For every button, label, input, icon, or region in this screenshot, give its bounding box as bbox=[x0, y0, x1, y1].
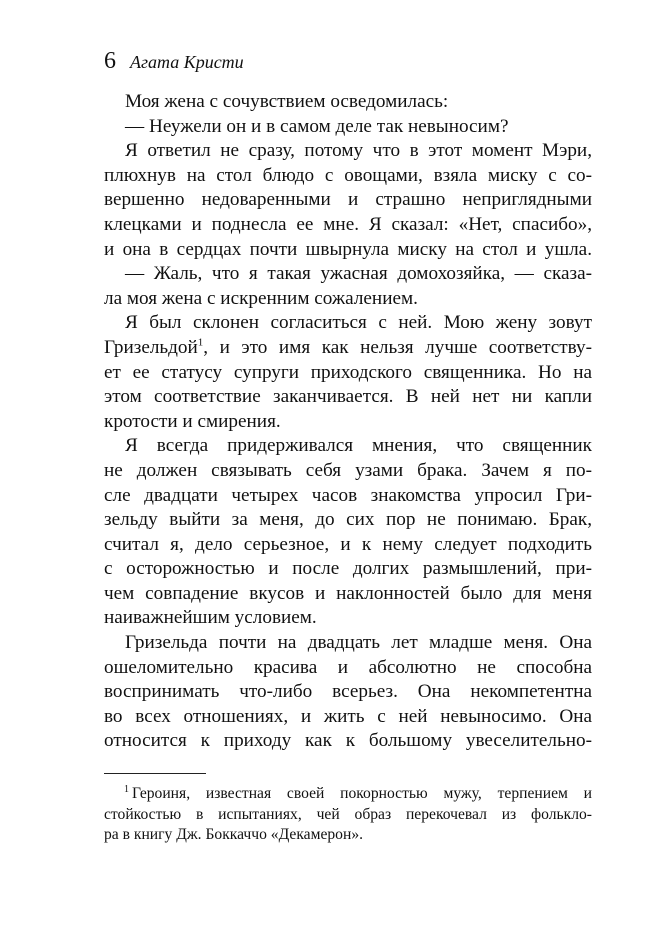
text-line: Я был склонен согласиться с ней. Мою жену зовут bbox=[125, 312, 592, 334]
text-line: не должен связывать себя узами брака. Зачем я по- bbox=[104, 459, 592, 481]
footnote-mark: 1 bbox=[124, 783, 129, 795]
text-line: Моя жена с сочувствием осведомилась: bbox=[125, 91, 449, 112]
text-line: Гризельда почти на двадцать лет младше меня. Она bbox=[125, 632, 592, 654]
text-line: Я всегда придерживался мнения, что священник bbox=[125, 435, 592, 457]
text-fragment: , и это имя как нельзя лучше соответству- bbox=[203, 336, 592, 358]
text-line: чем совпадение вкусов и наклонностей было для меня bbox=[104, 582, 592, 604]
footnote-line: ра в книгу Дж. Боккаччо «Декамерон». bbox=[104, 826, 364, 843]
text-line: наиважнейшим условием. bbox=[104, 607, 317, 629]
text-line: этом соответствие заканчивается. В ней нет ни капли bbox=[104, 386, 592, 408]
text-line: зельду выйти за меня, до сих пор не понимаю. Брак, bbox=[104, 509, 592, 531]
footnote-line bbox=[104, 784, 592, 805]
text-line: сле двадцати четырех часов знакомства упросил Гри- bbox=[104, 484, 592, 506]
text-line: — Неужели он и в самом деле так невыносим? bbox=[125, 115, 509, 137]
text-line: ошеломительно красива и абсолютно не способна bbox=[104, 656, 592, 678]
footnote-divider bbox=[104, 773, 206, 774]
page-number: 6 bbox=[104, 48, 116, 74]
running-head bbox=[104, 46, 244, 76]
text-fragment: Гризельдой bbox=[104, 336, 198, 358]
footnote bbox=[104, 784, 592, 846]
text-line: Я ответил не сразу, потому что в этот момент Мэри, bbox=[125, 140, 592, 162]
running-head-author: Агата Кристи bbox=[130, 52, 244, 72]
footnote-reference[interactable]: 1 bbox=[197, 336, 204, 349]
text-line: считал я, дело серьезное, и к нему следует подходить bbox=[104, 533, 592, 555]
text-line: кротости и смирения. bbox=[104, 410, 281, 432]
text-line-with-footnote bbox=[104, 336, 592, 361]
text-line: относится к приходу как к большому увеселительно- bbox=[104, 730, 592, 752]
text-line: с осторожностью и после долгих размышлений, при- bbox=[104, 558, 592, 580]
text-line: во всех отношениях, и жить с ней невыносимо. Она bbox=[104, 705, 592, 727]
text-line: ет ее статусу супруги приходского священника. Но на bbox=[104, 361, 592, 383]
text-line: плюхнув на стол блюдо с овощами, взяла миску с со- bbox=[104, 164, 592, 186]
text-line: — Жаль, что я такая ужасная домохозяйка, — сказа- bbox=[125, 263, 592, 285]
text-line: ла моя жена с искренним сожалением. bbox=[104, 287, 418, 309]
footnote-text: Героиня, известная своей покорностью мужу, терпением и bbox=[132, 785, 592, 802]
text-line: клецками и поднесла ее мне. Я сказал: «Нет, спасибо», bbox=[104, 213, 592, 235]
text-line: и она в сердцах почти швырнула миску на стол и ушла. bbox=[104, 238, 592, 260]
body-text bbox=[104, 90, 592, 754]
text-line: вершенно недоваренными и страшно неприглядными bbox=[104, 189, 592, 211]
text-line: воспринимать что-либо всерьез. Она некомпетентна bbox=[104, 681, 592, 703]
footnote-line: стойкостью в испытаниях, чей образ перекочевал из фолькло- bbox=[104, 805, 592, 823]
